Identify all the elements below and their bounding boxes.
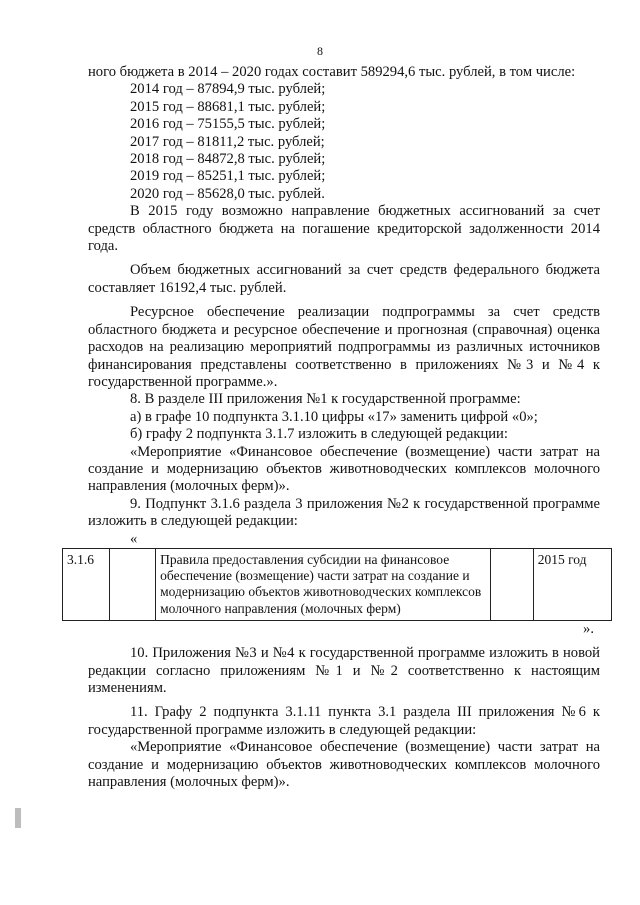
year-line-2020: 2020 год – 85628,0 тыс. рублей. — [130, 185, 325, 202]
paragraph-item-11-quote: «Мероприятие «Финансовое обеспечение (возмещение) части затрат на создание и модернизацию объектов животноводческих комплексов молочного направления (молочных ферм)». — [88, 739, 600, 791]
year-line-2015: 2015 год – 88681,1 тыс. рублей; — [130, 98, 326, 115]
year-line-2017: 2017 год – 81811,2 тыс. рублей; — [130, 133, 325, 150]
year-line-2019: 2019 год – 85251,1 тыс. рублей; — [130, 168, 326, 185]
paragraph-federal-budget: Объем бюджетных ассигнований за счет средств федерального бюджета составляет 16192,4 тыс. рублей. — [88, 262, 600, 296]
paragraph-item-10: 10. Приложения №3 и №4 к государственной программе изложить в новой редакции согласно приложениям №1 и №2 соответственно к настоящим изменениям. — [88, 645, 600, 696]
table-close-quote: ». — [583, 620, 594, 637]
table-cell-empty-1 — [109, 548, 155, 620]
page-number: 8 — [317, 44, 323, 58]
paragraph-item-8b: б) графу 2 подпункта 3.1.7 изложить в следующей редакции: — [130, 426, 508, 443]
document-body — [67, 64, 600, 791]
paragraph-2015-debt: В 2015 году возможно направление бюджетных ассигнований за счет средств областного бюджета на погашение кредиторской задолженности 2014 года. — [88, 203, 600, 255]
paragraph-item-8a: а) в графе 10 подпункта 3.1.10 цифры «17» заменить цифрой «0»; — [130, 408, 538, 425]
table-cell-number: 3.1.6 — [63, 548, 110, 620]
subitem-table — [62, 548, 612, 621]
table-cell-description: Правила предоставления субсидии на финансовое обеспечение (возмещение) части затрат на создание и модернизацию объектов животноводческих комплексов молочного направления (молочных ферм) — [156, 548, 491, 620]
yearly-budget-list — [88, 81, 600, 203]
table-row — [63, 548, 612, 620]
table-cell-empty-2 — [491, 548, 533, 620]
year-line-2016: 2016 год – 75155,5 тыс. рублей; — [130, 116, 326, 133]
paragraph-item-11: 11. Графу 2 подпункта 3.1.11 пункта 3.1 раздела III приложения №6 к государственной программе изложить в следующей редакции: — [88, 704, 600, 738]
year-line-2014: 2014 год – 87894,9 тыс. рублей; — [130, 81, 326, 98]
table-cell-year: 2015 год — [533, 548, 611, 620]
budget-total-line: ного бюджета в 2014 – 2020 годах составит 589294,6 тыс. рублей, в том числе: — [88, 64, 576, 80]
paragraph-item-8: 8. В разделе III приложения №1 к государственной программе: — [130, 391, 521, 408]
scan-edge-mark — [15, 808, 21, 828]
table-open-quote: « — [130, 530, 138, 547]
paragraph-item-8-quote: «Мероприятие «Финансовое обеспечение (возмещение) части затрат на создание и модернизацию объектов животноводческих комплексов молочного направления (молочных ферм)». — [88, 443, 600, 495]
paragraph-resource-provision: Ресурсное обеспечение реализации подпрограммы за счет средств областного бюджета и ресурсное обеспечение и прогнозная (справочная) оценка расходов на реализацию мероприятий подпрограммы из различных источников финансирования представлены соответственно в приложениях №3 и №4 к государственной программе.». — [88, 304, 600, 390]
paragraph-item-9: 9. Подпункт 3.1.6 раздела 3 приложения №2 к государственной программе изложить в следующей редакции: — [88, 495, 600, 530]
year-line-2018: 2018 год – 84872,8 тыс. рублей; — [130, 151, 326, 168]
